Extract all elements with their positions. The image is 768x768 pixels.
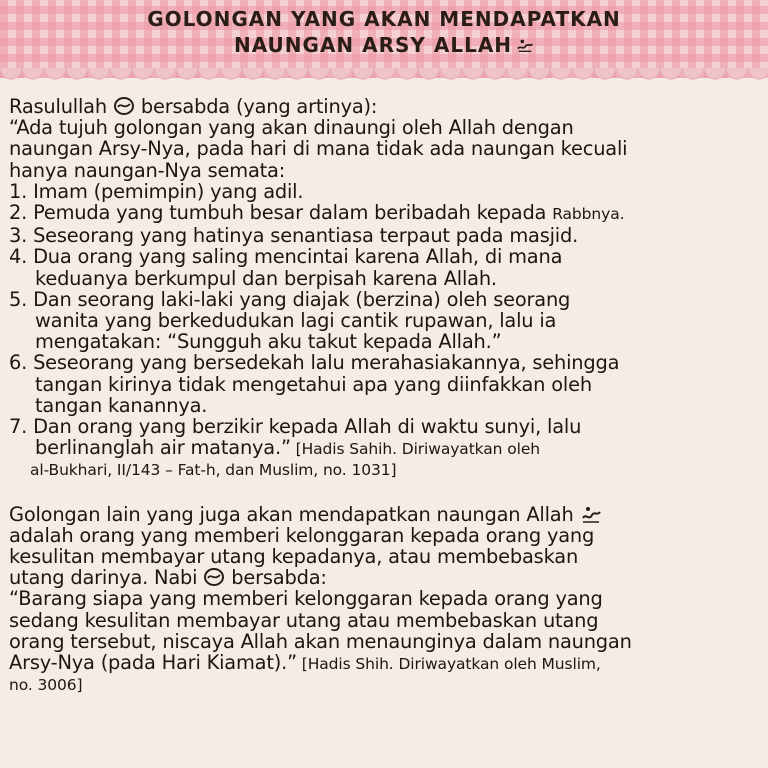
page-title <box>0 6 768 58</box>
hadith-reference-2a: [Hadis Shih. Diriwayatkan oleh Muslim, <box>296 655 601 674</box>
paragraph-1-line-4: hanya naungan-Nya semata: <box>9 158 286 182</box>
title-line-1: GOLONGAN YANG AKAN MENDAPATKAN <box>147 7 621 31</box>
paragraph-2-line-8 <box>9 652 761 675</box>
list-item-2-text: 2. Pemuda yang tumbuh besar dalam beribadah kepada <box>9 201 553 225</box>
list-item-6-line-1: 6. Seseorang yang bersedekah lalu merahasiakannya, sehingga <box>9 351 620 375</box>
list-item-1: 1. Imam (pemimpin) yang adil. <box>9 179 304 203</box>
list-item-5-line-2: wanita yang berkedudukan lagi cantik rupawan, lalu ia <box>35 309 557 333</box>
paragraph-2-line-5: “Barang siapa yang memberi kelonggaran kepada orang yang <box>9 587 603 611</box>
list-item-5-line-3: mengatakan: “Sungguh aku takut kepada Allah.” <box>35 330 502 354</box>
text-bersabda-2: bersabda: <box>231 566 327 590</box>
list-item-4-line-2: keduanya berkumpul dan berpisah karena Allah. <box>35 266 497 290</box>
text-nabi: utang darinya. Nabi <box>9 566 198 590</box>
list-item-7-line-2 <box>9 437 761 460</box>
paragraph-2-line-3: kesulitan membayar utang kepadanya, atau membebaskan <box>9 545 579 569</box>
swt-calligraphy-icon <box>516 36 534 54</box>
title-line-2-text: NAUNGAN ARSY ALLAH <box>233 33 513 57</box>
paragraph-1-line-1 <box>9 96 761 117</box>
paragraph-2-line-1-text: Golongan lain yang juga akan mendapatkan naungan Allah <box>9 502 574 526</box>
list-item-7-line-1: 7. Dan orang yang berzikir kepada Allah di waktu sunyi, lalu <box>9 415 582 439</box>
list-item-6-line-3: tangan kanannya. <box>35 393 208 417</box>
paragraph-2-line-2: adalah orang yang memberi kelonggaran kepada orang yang <box>9 523 595 547</box>
salawat-calligraphy-icon <box>203 567 225 587</box>
swt-calligraphy-icon <box>580 504 602 524</box>
hadith-reference-2b: no. 3006] <box>9 676 83 695</box>
paragraph-2-line-6: sedang kesulitan membayar utang atau membebaskan utang <box>9 608 599 632</box>
paragraph-1-line-2: “Ada tujuh golongan yang akan dinaungi oleh Allah dengan <box>9 116 574 140</box>
title-line-2 <box>0 32 768 58</box>
hadith-reference-1a: [Hadis Sahih. Diriwayatkan oleh <box>290 440 540 459</box>
paragraph-2-line-8-text: Arsy-Nya (pada Hari Kiamat).” <box>9 651 297 675</box>
text-rasulullah: Rasulullah <box>9 95 107 118</box>
scalloped-border <box>0 68 768 90</box>
main-content <box>9 96 761 696</box>
list-item-5-line-1: 5. Dan seorang laki-laki yang diajak (berzina) oleh seorang <box>9 287 571 311</box>
salawat-calligraphy-icon <box>113 96 135 116</box>
list-item-4-line-1: 4. Dua orang yang saling mencintai karena Allah, di mana <box>9 245 563 269</box>
paragraph-1-line-3: naungan Arsy-Nya, pada hari di mana tidak ada naungan kecuali <box>9 137 628 161</box>
paragraph-2-line-4 <box>9 567 761 588</box>
spacer <box>9 482 761 504</box>
text-bersabda: bersabda (yang artinya): <box>140 95 378 118</box>
list-item-3: 3. Seseorang yang hatinya senantiasa terpaut pada masjid. <box>9 224 579 248</box>
list-item-2-rabbnya: Rabbnya. <box>552 205 625 224</box>
paragraph-2-line-7: orang tersebut, niscaya Allah akan menaunginya dalam naungan <box>9 629 632 653</box>
list-item-6-line-2: tangan kirinya tidak mengetahui apa yang diinfakkan oleh <box>35 372 592 396</box>
hadith-reference-1b: al-Bukhari, II/143 – Fat-h, dan Muslim, no. 1031] <box>30 461 397 480</box>
paragraph-2-line-1 <box>9 504 761 525</box>
list-item-2 <box>9 202 761 225</box>
list-item-7-text: berlinanglah air matanya.” <box>35 436 291 460</box>
